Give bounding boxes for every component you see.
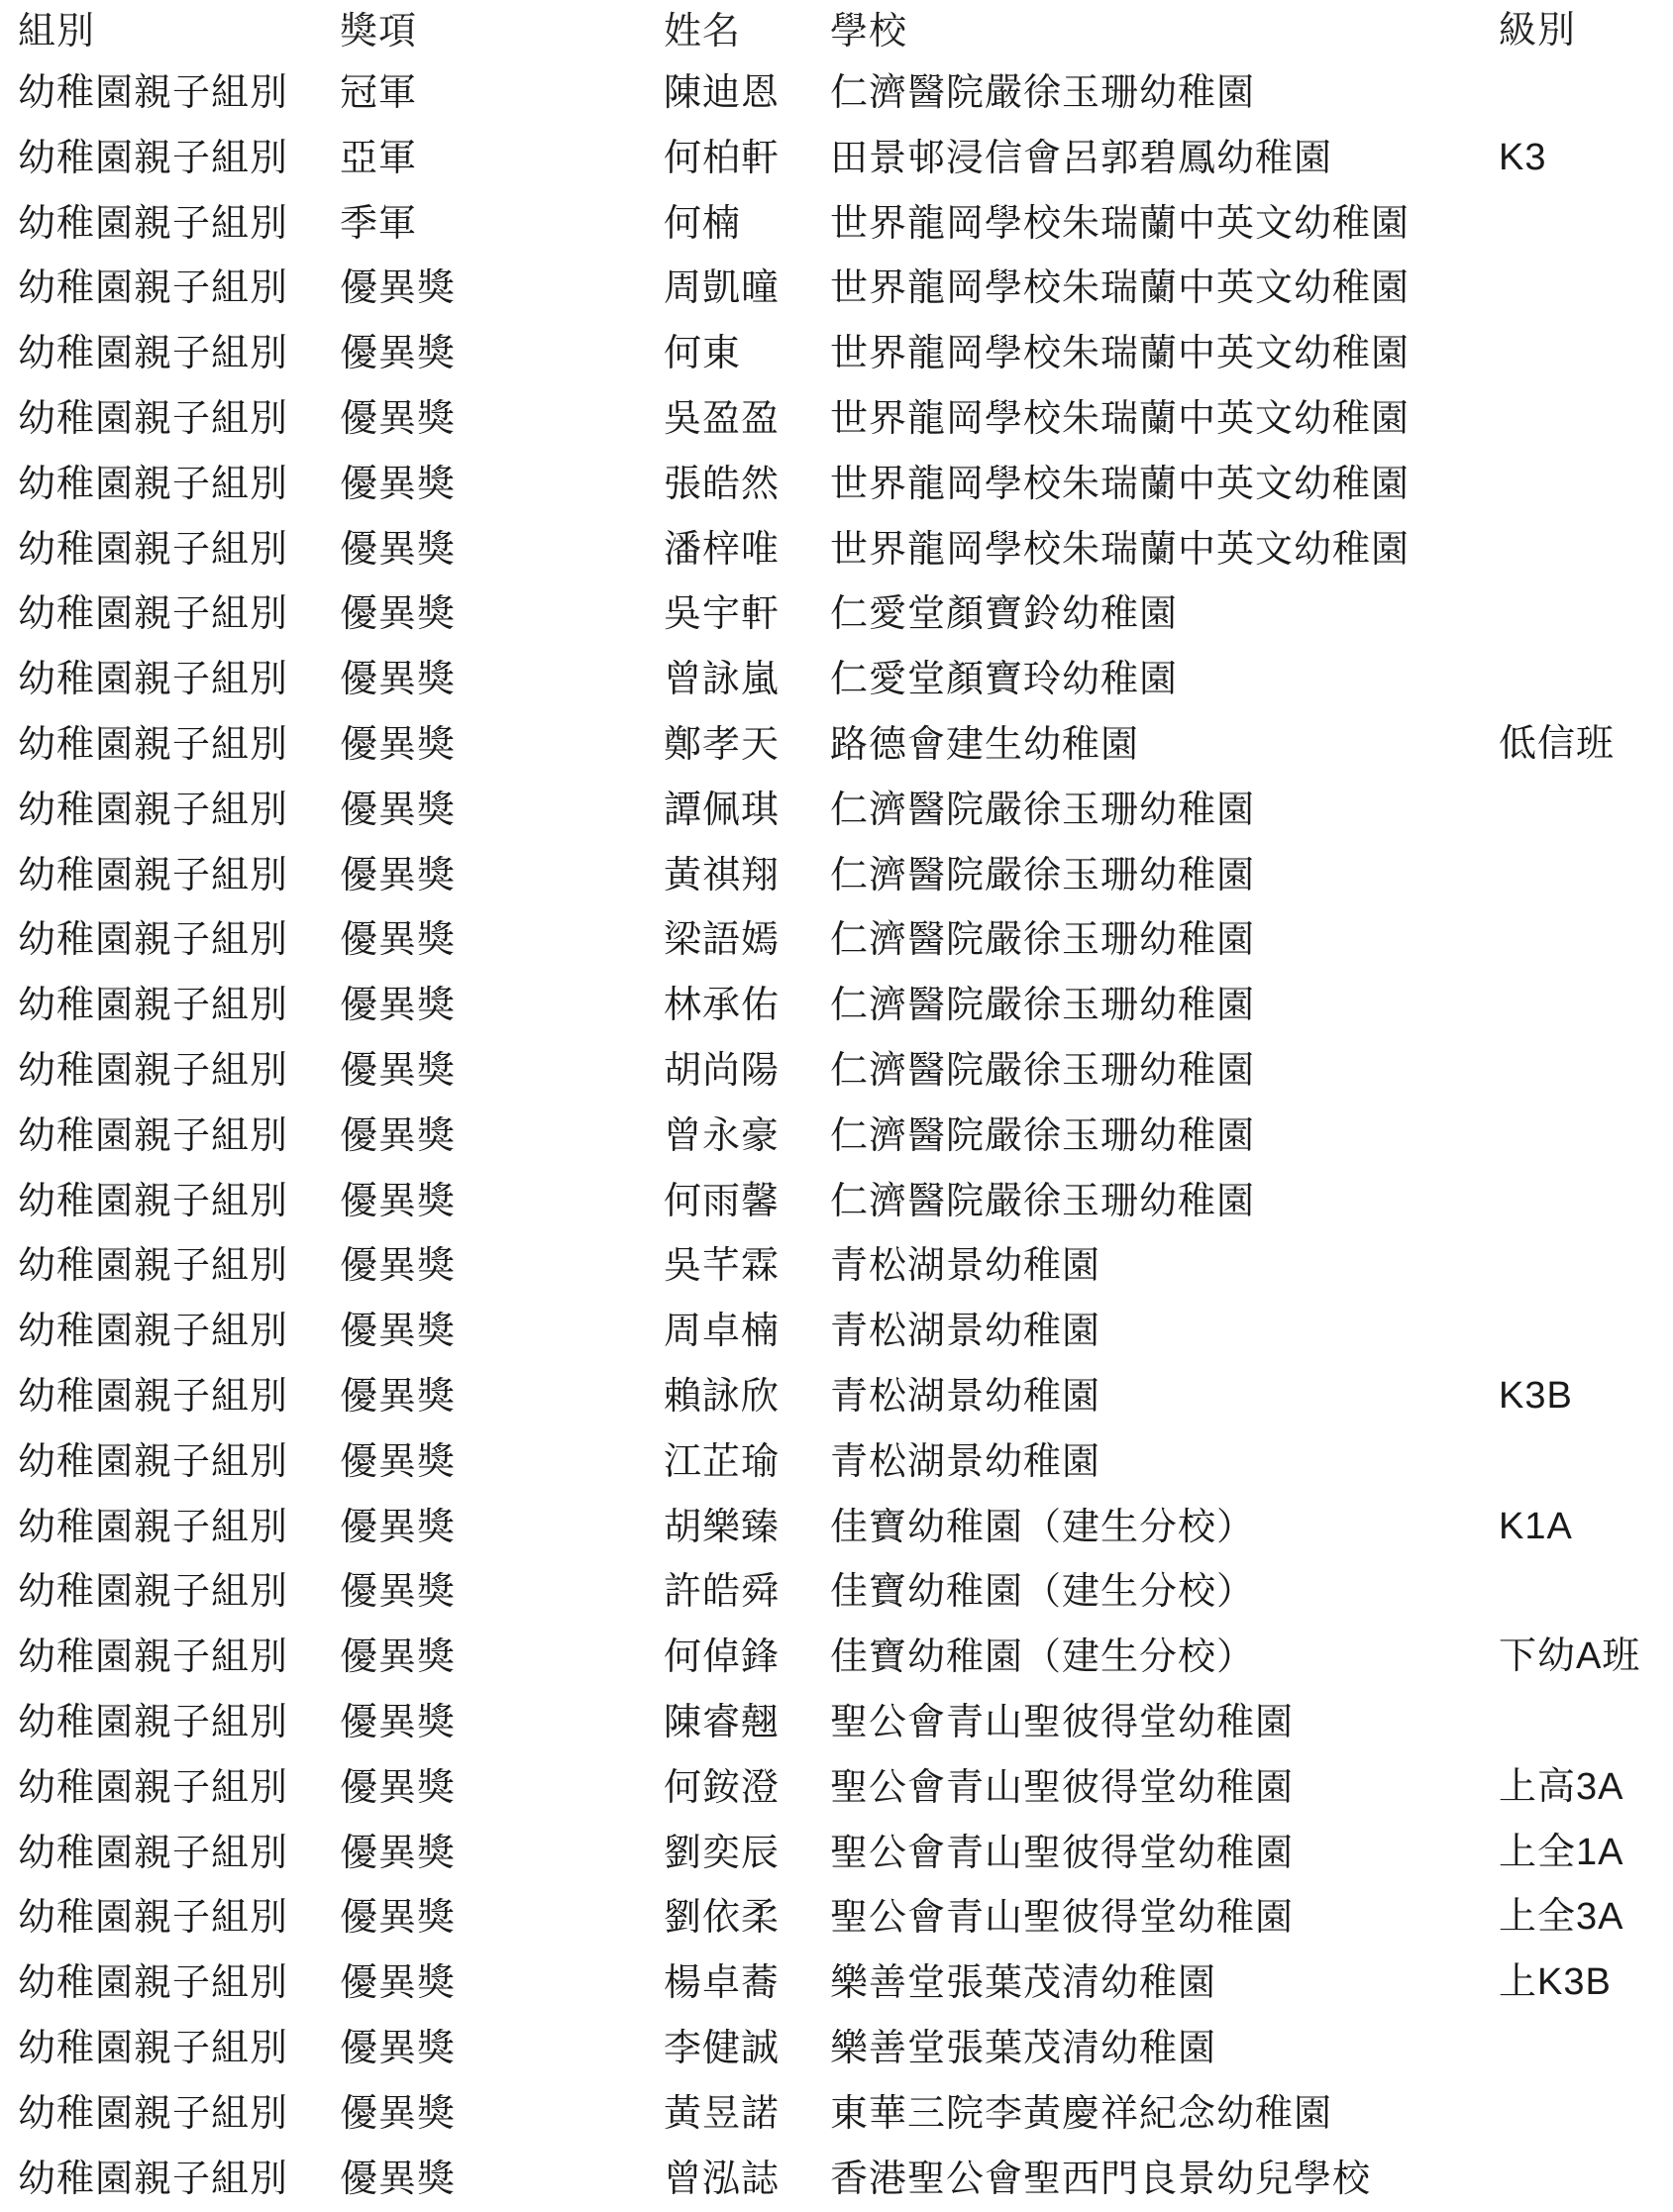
school-cell: 聖公會青山聖彼得堂幼稚園 xyxy=(830,1756,1294,1818)
school-cell: 仁愛堂顏寶鈴幼稚園 xyxy=(830,582,1178,644)
school-cell: 青松湖景幼稚園 xyxy=(830,1430,1100,1492)
name-cell: 楊卓蕎 xyxy=(664,1951,780,2013)
group-cell: 幼稚園親子組別 xyxy=(18,2017,288,2078)
name-cell: 劉奕辰 xyxy=(664,1822,780,1883)
table-row xyxy=(0,974,1673,1039)
group-cell: 幼稚園親子組別 xyxy=(18,1170,288,1231)
table-row xyxy=(0,1951,1673,2017)
group-cell: 幼稚園親子組別 xyxy=(18,453,288,514)
name-cell: 陳迪恩 xyxy=(664,61,780,123)
name-cell: 張皓然 xyxy=(664,453,780,514)
school-cell: 青松湖景幼稚園 xyxy=(830,1234,1100,1296)
table-row xyxy=(0,257,1673,322)
table-row xyxy=(0,1039,1673,1105)
level-cell: K1A xyxy=(1499,1496,1573,1557)
group-cell: 幼稚園親子組別 xyxy=(18,1560,288,1622)
award-cell: 優異獎 xyxy=(340,713,456,775)
school-cell: 仁濟醫院嚴徐玉珊幼稚園 xyxy=(830,1039,1255,1101)
name-cell: 何柏軒 xyxy=(664,127,780,188)
table-row xyxy=(0,1560,1673,1626)
school-cell: 樂善堂張葉茂清幼稚園 xyxy=(830,2017,1216,2078)
award-cell: 優異獎 xyxy=(340,453,456,514)
header-school: 學校 xyxy=(830,0,907,61)
header-award: 獎項 xyxy=(340,0,417,61)
school-cell: 青松湖景幼稚園 xyxy=(830,1300,1100,1361)
group-cell: 幼稚園親子組別 xyxy=(18,2082,288,2144)
table-row xyxy=(0,648,1673,713)
award-cell: 優異獎 xyxy=(340,1756,456,1818)
group-cell: 幼稚園親子組別 xyxy=(18,974,288,1035)
award-cell: 優異獎 xyxy=(340,908,456,970)
name-cell: 賴詠欣 xyxy=(664,1365,780,1426)
group-cell: 幼稚園親子組別 xyxy=(18,1105,288,1166)
award-cell: 優異獎 xyxy=(340,1886,456,1948)
group-cell: 幼稚園親子組別 xyxy=(18,2148,288,2209)
school-cell: 佳寶幼稚園（建生分校） xyxy=(830,1560,1255,1622)
school-cell: 仁濟醫院嚴徐玉珊幼稚園 xyxy=(830,908,1255,970)
award-cell: 優異獎 xyxy=(340,1234,456,1296)
name-cell: 劉依柔 xyxy=(664,1886,780,1948)
award-cell: 優異獎 xyxy=(340,322,456,383)
table-row xyxy=(0,453,1673,518)
group-cell: 幼稚園親子組別 xyxy=(18,1626,288,1687)
table-row xyxy=(0,713,1673,779)
name-cell: 江芷瑜 xyxy=(664,1430,780,1492)
name-cell: 潘梓唯 xyxy=(664,518,780,579)
group-cell: 幼稚園親子組別 xyxy=(18,1691,288,1752)
school-cell: 世界龍岡學校朱瑞蘭中英文幼稚園 xyxy=(830,518,1410,579)
award-cell: 優異獎 xyxy=(340,2017,456,2078)
award-cell: 優異獎 xyxy=(340,1365,456,1426)
school-cell: 路德會建生幼稚園 xyxy=(830,713,1139,775)
school-cell: 仁濟醫院嚴徐玉珊幼稚園 xyxy=(830,61,1255,123)
name-cell: 曾泓誌 xyxy=(664,2148,780,2209)
level-cell: 上K3B xyxy=(1499,1951,1612,2013)
table-row xyxy=(0,1430,1673,1496)
school-cell: 仁濟醫院嚴徐玉珊幼稚園 xyxy=(830,1170,1255,1231)
table-row xyxy=(0,2148,1673,2212)
school-cell: 世界龍岡學校朱瑞蘭中英文幼稚園 xyxy=(830,387,1410,449)
group-cell: 幼稚園親子組別 xyxy=(18,518,288,579)
group-cell: 幼稚園親子組別 xyxy=(18,779,288,840)
name-cell: 黃祺翔 xyxy=(664,844,780,905)
award-cell: 優異獎 xyxy=(340,1105,456,1166)
award-cell: 冠軍 xyxy=(340,61,417,123)
group-cell: 幼稚園親子組別 xyxy=(18,192,288,254)
school-cell: 佳寶幼稚園（建生分校） xyxy=(830,1496,1255,1557)
award-cell: 優異獎 xyxy=(340,257,456,318)
award-cell: 優異獎 xyxy=(340,1626,456,1687)
table-row xyxy=(0,779,1673,844)
table-row xyxy=(0,908,1673,974)
school-cell: 佳寶幼稚園（建生分校） xyxy=(830,1626,1255,1687)
school-cell: 樂善堂張葉茂清幼稚園 xyxy=(830,1951,1216,2013)
school-cell: 聖公會青山聖彼得堂幼稚園 xyxy=(830,1691,1294,1752)
school-cell: 仁愛堂顏寶玲幼稚園 xyxy=(830,648,1178,709)
award-cell: 優異獎 xyxy=(340,1822,456,1883)
level-cell: 低信班 xyxy=(1499,713,1615,775)
award-cell: 亞軍 xyxy=(340,127,417,188)
award-cell: 優異獎 xyxy=(340,2082,456,2144)
table-row xyxy=(0,1300,1673,1365)
level-cell: 下幼A班 xyxy=(1499,1626,1640,1687)
table-row xyxy=(0,844,1673,909)
award-cell: 優異獎 xyxy=(340,1496,456,1557)
table-row xyxy=(0,61,1673,127)
table-row xyxy=(0,2082,1673,2148)
school-cell: 香港聖公會聖西門良景幼兒學校 xyxy=(830,2148,1371,2209)
award-cell: 優異獎 xyxy=(340,844,456,905)
group-cell: 幼稚園親子組別 xyxy=(18,127,288,188)
award-cell: 優異獎 xyxy=(340,1430,456,1492)
award-cell: 優異獎 xyxy=(340,974,456,1035)
name-cell: 吳宇軒 xyxy=(664,582,780,644)
group-cell: 幼稚園親子組別 xyxy=(18,648,288,709)
group-cell: 幼稚園親子組別 xyxy=(18,1951,288,2013)
level-cell: K3 xyxy=(1499,127,1546,188)
school-cell: 東華三院李黃慶祥紀念幼稚園 xyxy=(830,2082,1332,2144)
name-cell: 吳芊霖 xyxy=(664,1234,780,1296)
award-cell: 優異獎 xyxy=(340,387,456,449)
table-row xyxy=(0,127,1673,192)
name-cell: 林承佑 xyxy=(664,974,780,1035)
name-cell: 何倬鋒 xyxy=(664,1626,780,1687)
name-cell: 胡尚陽 xyxy=(664,1039,780,1101)
school-cell: 青松湖景幼稚園 xyxy=(830,1365,1100,1426)
table-row xyxy=(0,1756,1673,1822)
group-cell: 幼稚園親子組別 xyxy=(18,1822,288,1883)
name-cell: 胡樂臻 xyxy=(664,1496,780,1557)
table-row xyxy=(0,2017,1673,2082)
group-cell: 幼稚園親子組別 xyxy=(18,1756,288,1818)
table-row xyxy=(0,1886,1673,1951)
school-cell: 世界龍岡學校朱瑞蘭中英文幼稚園 xyxy=(830,453,1410,514)
header-name: 姓名 xyxy=(664,0,741,61)
table-row xyxy=(0,582,1673,648)
award-cell: 季軍 xyxy=(340,192,417,254)
name-cell: 曾永豪 xyxy=(664,1105,780,1166)
level-cell: 上全1A xyxy=(1499,1822,1623,1883)
table-row xyxy=(0,1691,1673,1756)
header-level: 級別 xyxy=(1499,0,1576,61)
table-row xyxy=(0,192,1673,258)
award-cell: 優異獎 xyxy=(340,1300,456,1361)
school-cell: 聖公會青山聖彼得堂幼稚園 xyxy=(830,1886,1294,1948)
name-cell: 周凱曈 xyxy=(664,257,780,318)
name-cell: 吳盈盈 xyxy=(664,387,780,449)
school-cell: 仁濟醫院嚴徐玉珊幼稚園 xyxy=(830,779,1255,840)
table-row xyxy=(0,518,1673,583)
table-row xyxy=(0,1105,1673,1170)
award-cell: 優異獎 xyxy=(340,648,456,709)
award-cell: 優異獎 xyxy=(340,2148,456,2209)
school-cell: 聖公會青山聖彼得堂幼稚園 xyxy=(830,1822,1294,1883)
group-cell: 幼稚園親子組別 xyxy=(18,387,288,449)
table-row xyxy=(0,1170,1673,1235)
group-cell: 幼稚園親子組別 xyxy=(18,1300,288,1361)
name-cell: 黃昱諾 xyxy=(664,2082,780,2144)
name-cell: 曾詠嵐 xyxy=(664,648,780,709)
award-cell: 優異獎 xyxy=(340,518,456,579)
table-row xyxy=(0,1822,1673,1887)
level-cell: K3B xyxy=(1499,1365,1573,1426)
table-row xyxy=(0,1626,1673,1691)
school-cell: 仁濟醫院嚴徐玉珊幼稚園 xyxy=(830,1105,1255,1166)
school-cell: 世界龍岡學校朱瑞蘭中英文幼稚園 xyxy=(830,257,1410,318)
name-cell: 何雨馨 xyxy=(664,1170,780,1231)
level-cell: 上全3A xyxy=(1499,1886,1623,1948)
award-cell: 優異獎 xyxy=(340,1691,456,1752)
group-cell: 幼稚園親子組別 xyxy=(18,61,288,123)
table-header xyxy=(0,0,1673,61)
school-cell: 世界龍岡學校朱瑞蘭中英文幼稚園 xyxy=(830,322,1410,383)
group-cell: 幼稚園親子組別 xyxy=(18,1496,288,1557)
name-cell: 何楠 xyxy=(664,192,741,254)
name-cell: 許皓舜 xyxy=(664,1560,780,1622)
award-cell: 優異獎 xyxy=(340,1560,456,1622)
table-row xyxy=(0,387,1673,453)
table-row xyxy=(0,1234,1673,1300)
group-cell: 幼稚園親子組別 xyxy=(18,257,288,318)
group-cell: 幼稚園親子組別 xyxy=(18,844,288,905)
school-cell: 田景邨浸信會呂郭碧鳳幼稚園 xyxy=(830,127,1332,188)
name-cell: 何東 xyxy=(664,322,741,383)
table-row xyxy=(0,322,1673,387)
name-cell: 譚佩琪 xyxy=(664,779,780,840)
group-cell: 幼稚園親子組別 xyxy=(18,582,288,644)
name-cell: 陳睿翹 xyxy=(664,1691,780,1752)
award-cell: 優異獎 xyxy=(340,1039,456,1101)
award-cell: 優異獎 xyxy=(340,1170,456,1231)
group-cell: 幼稚園親子組別 xyxy=(18,1430,288,1492)
school-cell: 世界龍岡學校朱瑞蘭中英文幼稚園 xyxy=(830,192,1410,254)
table-row xyxy=(0,1365,1673,1430)
group-cell: 幼稚園親子組別 xyxy=(18,1365,288,1426)
award-cell: 優異獎 xyxy=(340,779,456,840)
table-row xyxy=(0,1496,1673,1561)
name-cell: 何銨澄 xyxy=(664,1756,780,1818)
name-cell: 周卓楠 xyxy=(664,1300,780,1361)
group-cell: 幼稚園親子組別 xyxy=(18,1234,288,1296)
award-cell: 優異獎 xyxy=(340,1951,456,2013)
name-cell: 李健誠 xyxy=(664,2017,780,2078)
name-cell: 梁語嫣 xyxy=(664,908,780,970)
header-group: 組別 xyxy=(18,0,95,61)
name-cell: 鄭孝天 xyxy=(664,713,780,775)
level-cell: 上高3A xyxy=(1499,1756,1623,1818)
school-cell: 仁濟醫院嚴徐玉珊幼稚園 xyxy=(830,974,1255,1035)
group-cell: 幼稚園親子組別 xyxy=(18,713,288,775)
group-cell: 幼稚園親子組別 xyxy=(18,1886,288,1948)
group-cell: 幼稚園親子組別 xyxy=(18,908,288,970)
group-cell: 幼稚園親子組別 xyxy=(18,322,288,383)
award-cell: 優異獎 xyxy=(340,582,456,644)
group-cell: 幼稚園親子組別 xyxy=(18,1039,288,1101)
table-body xyxy=(0,61,1673,2212)
school-cell: 仁濟醫院嚴徐玉珊幼稚園 xyxy=(830,844,1255,905)
